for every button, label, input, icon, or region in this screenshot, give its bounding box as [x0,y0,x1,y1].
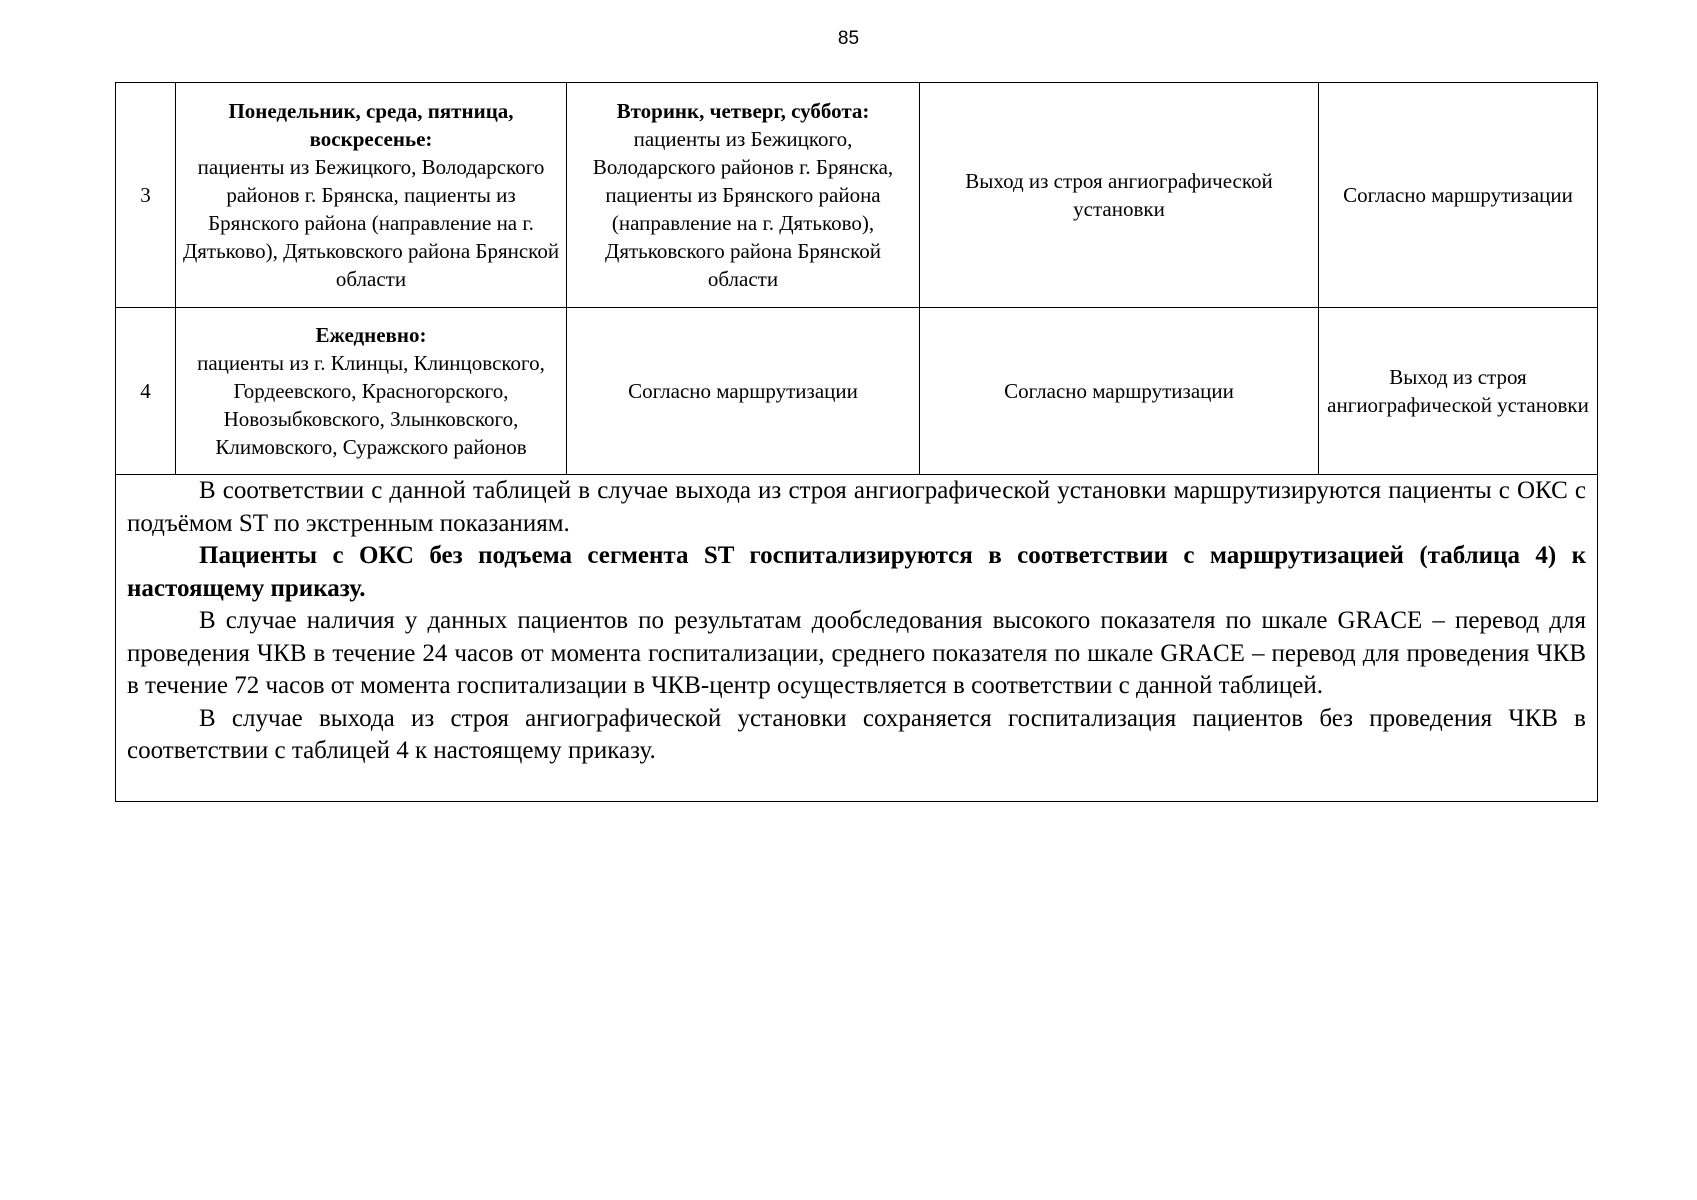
schedule-days: Понедельник, среда, пятница, воскресенье: [228,99,514,151]
schedule-cell [176,308,567,475]
schedule-patients: пациенты из г. Клинцы, Клинцовского, Гордеевского, Красногорского, Новозыбковского, Злынковского, Климовского, Суражского районов [197,351,545,459]
note-paragraph: В соответствии с данной таблицей в случае выхода из строя ангиографической установки маршрутизируются пациенты с ОКС с подъёмом ST по экстренным показаниям. [127,477,1586,537]
notes-cell [116,475,1598,802]
table-cell: Согласно маршрутизации [920,308,1319,475]
schedule-cell [176,83,567,308]
table-cell: Выход из строя ангиографической установки [1319,308,1598,475]
table-row [116,83,1598,308]
page-number: 85 [837,28,860,49]
note-paragraph: В случае наличия у данных пациентов по результатам дообследования высокого показателя по шкале GRACE – перевод для проведения ЧКВ в течение 24 часов от момента госпитализации, среднего показателя по шкале GRACE – перевод для проведения ЧКВ в течение 72 часов от момента госпитализации в ЧКВ-центр осуществляется в соответствии с данной таблицей. [127,607,1586,699]
routing-table [115,82,1598,802]
row-number: 4 [116,308,176,475]
table-cell: Выход из строя ангиографической установки [920,83,1319,308]
note-paragraph: В случае выхода из строя ангиографической установки сохраняется госпитализация пациентов без проведения ЧКВ в соответствии с таблицей 4 к настоящему приказу. [127,704,1586,764]
table-cell: Согласно маршрутизации [567,308,920,475]
schedule-patients: пациенты из Бежицкого, Володарского районов г. Брянска, пациенты из Брянского района (направление на г. Дятьково), Дятьковского района Брянской области [592,127,894,291]
notes-row [116,475,1598,802]
note-paragraph-bold: Пациенты с ОКС без подъема сегмента ST госпитализируются в соответствии с маршрутизацией (таблица 4) к настоящему приказу. [127,542,1586,602]
schedule-cell [567,83,920,308]
table-row [116,308,1598,475]
schedule-days: Ежедневно: [315,323,427,347]
schedule-days: Вторинк, четверг, суббота: [616,99,870,123]
schedule-patients: пациенты из Бежицкого, Володарского районов г. Брянска, пациенты из Брянского района (направление на г. Дятьково), Дятьковского района Брянской области [182,155,560,291]
row-number: 3 [116,83,176,308]
table-cell: Согласно маршрутизации [1319,83,1598,308]
